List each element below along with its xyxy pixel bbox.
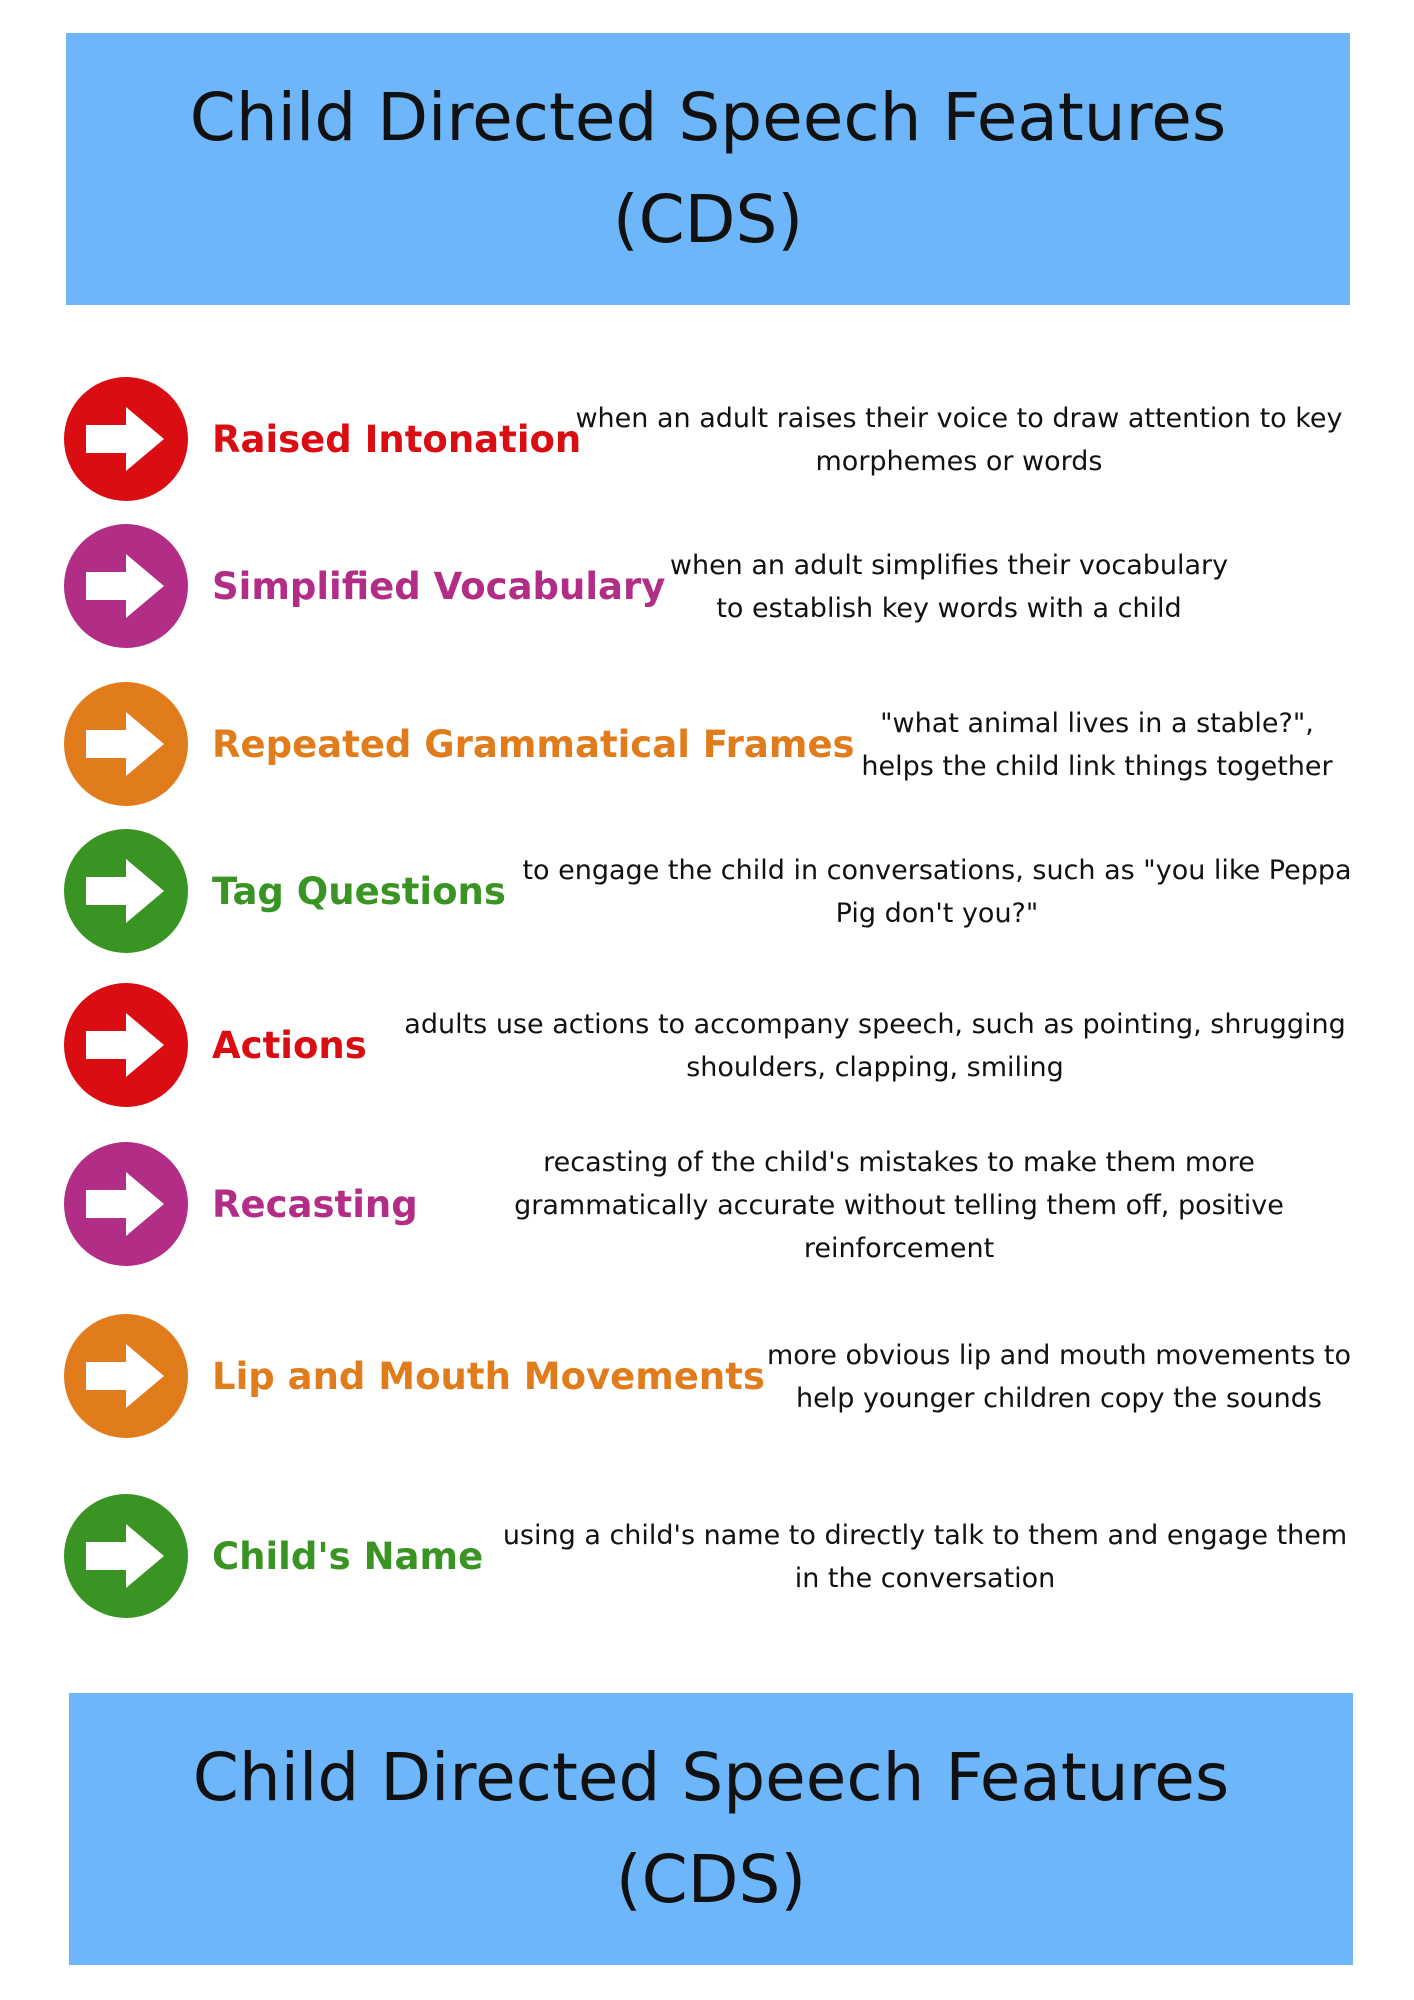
feature-row-recasting [64,1142,1354,1272]
feature-name: Recasting [212,1182,418,1226]
arrow-right-circle-icon [64,682,188,806]
page-title: Child Directed Speech Features [189,79,1227,156]
feature-row-repeated-grammatical-frames [64,682,1354,812]
arrow-right-circle-icon [64,524,188,648]
feature-row-simplified-vocabulary [64,524,1354,654]
feature-row-raised-intonation [64,377,1354,507]
feature-row-lip-and-mouth-movements [64,1314,1354,1444]
feature-row-tag-questions [64,829,1354,959]
feature-name: Actions [212,1023,367,1067]
feature-name: Lip and Mouth Movements [212,1354,765,1398]
feature-description: adults use actions to accompany speech, such as pointing, shrugging shoulders, clapping, smiling [404,1009,1346,1083]
feature-description: more obvious lip and mouth movements to help younger children copy the sounds [766,1340,1352,1414]
footer-subtitle: (CDS) [615,1841,807,1918]
feature-name: Simplified Vocabulary [212,564,666,608]
arrow-right-circle-icon [64,1494,188,1618]
arrow-right-circle-icon [64,1142,188,1266]
feature-description: to engage the child in conversations, such as "you like Peppa Pig don't you?" [522,855,1352,929]
footer-banner [69,1693,1353,1965]
arrow-right-circle-icon [64,1314,188,1438]
feature-row-actions [64,983,1354,1113]
arrow-right-circle-icon [64,377,188,501]
feature-name: Tag Questions [212,869,506,913]
feature-description: when an adult raises their voice to draw attention to key morphemes or words [575,403,1343,477]
feature-description: "what animal lives in a stable?", helps the child link things together [861,708,1333,782]
feature-description: recasting of the child's mistakes to make them more grammatically accurate without telling them off, positive reinforcement [514,1146,1284,1264]
feature-name: Raised Intonation [212,417,582,461]
feature-name: Repeated Grammatical Frames [212,722,855,766]
feature-description: using a child's name to directly talk to them and engage them in the conversation [502,1520,1348,1594]
footer-title: Child Directed Speech Features [192,1739,1230,1816]
feature-description: when an adult simplifies their vocabulary to establish key words with a child [669,550,1229,624]
arrow-right-circle-icon [64,829,188,953]
arrow-right-circle-icon [64,983,188,1107]
header-banner [66,33,1350,305]
page-subtitle: (CDS) [612,181,804,258]
feature-name: Child's Name [212,1534,484,1578]
feature-row-childs-name [64,1494,1354,1624]
